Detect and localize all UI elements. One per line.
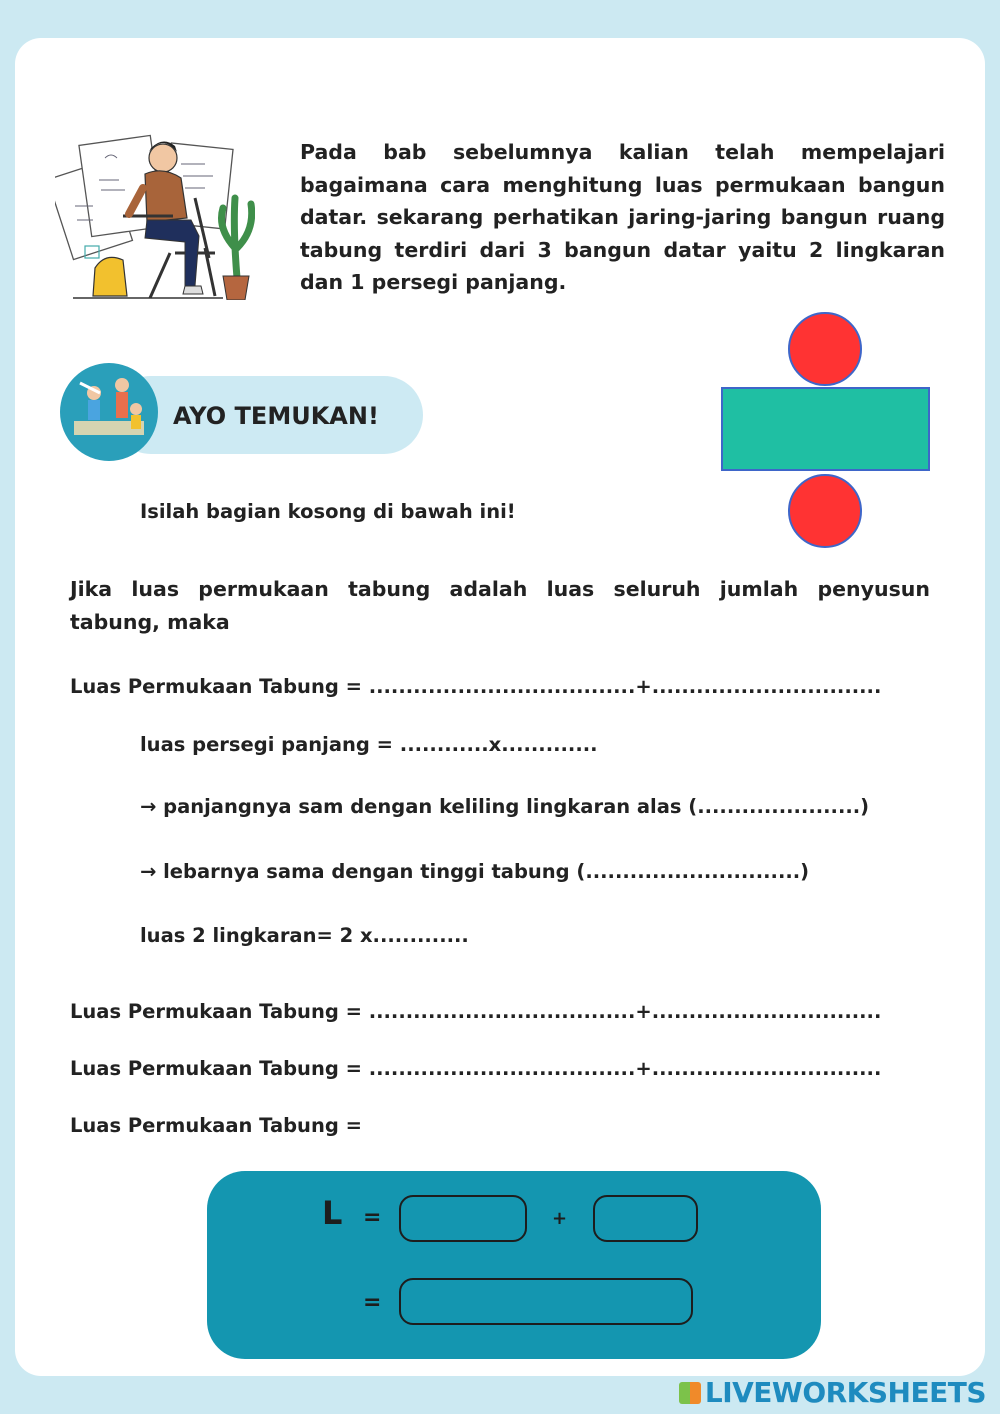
- bottom-circle: [789, 475, 861, 547]
- width-hint-line: → lebarnya sama dengan tinggi tabung (.............................): [140, 860, 810, 883]
- section-title: AYO TEMUKAN!: [173, 402, 379, 430]
- intro-paragraph: Pada bab sebelumnya kalian telah mempelajari bagaimana cara menghitung luas permukaan bangun datar. sekarang perhatikan jaring-jaring bangun ruang tabung terdiri dari 3 bangun datar yaitu 2 lingkaran dan 1 persegi panjang.: [300, 140, 945, 294]
- answer-box-3[interactable]: [399, 1278, 693, 1325]
- cylinder-net-diagram: [718, 310, 934, 550]
- intro-condition-paragraph: Jika luas permukaan tabung adalah luas seluruh jumlah penyusun tabung, maka: [70, 577, 930, 634]
- answer-box-2[interactable]: [593, 1195, 698, 1242]
- formula-var-l: L: [322, 1194, 343, 1232]
- student-illustration-icon: [55, 128, 255, 300]
- formula-plus: +: [552, 1208, 568, 1229]
- instruction-text: Isilah bagian kosong di bawah ini!: [140, 500, 516, 523]
- net-rectangle: [722, 388, 929, 470]
- logo-mark-icon: [679, 1382, 701, 1404]
- circle-area-line: luas 2 lingkaran= 2 x.............: [140, 924, 469, 947]
- length-hint-line: → panjangnya sam dengan keliling lingkaran alas (......................): [140, 795, 870, 818]
- formula-line-1: Luas Permukaan Tabung = ....................................+...............................: [70, 675, 882, 698]
- liveworksheets-logo: [679, 1376, 986, 1409]
- answer-box-1[interactable]: [399, 1195, 527, 1242]
- rectangle-area-line: luas persegi panjang = ............x.............: [140, 733, 598, 756]
- formula-line-2: Luas Permukaan Tabung = ....................................+...............................: [70, 1000, 882, 1023]
- formula-equals-1: =: [363, 1205, 382, 1230]
- formula-equals-2: =: [363, 1290, 382, 1315]
- logo-text: LIVEWORKSHEETS: [704, 1376, 986, 1409]
- formula-line-3: Luas Permukaan Tabung = ....................................+...............................: [70, 1057, 882, 1080]
- top-circle: [789, 313, 861, 385]
- formula-line-4: Luas Permukaan Tabung =: [70, 1114, 362, 1137]
- kids-badge-icon: [60, 363, 158, 461]
